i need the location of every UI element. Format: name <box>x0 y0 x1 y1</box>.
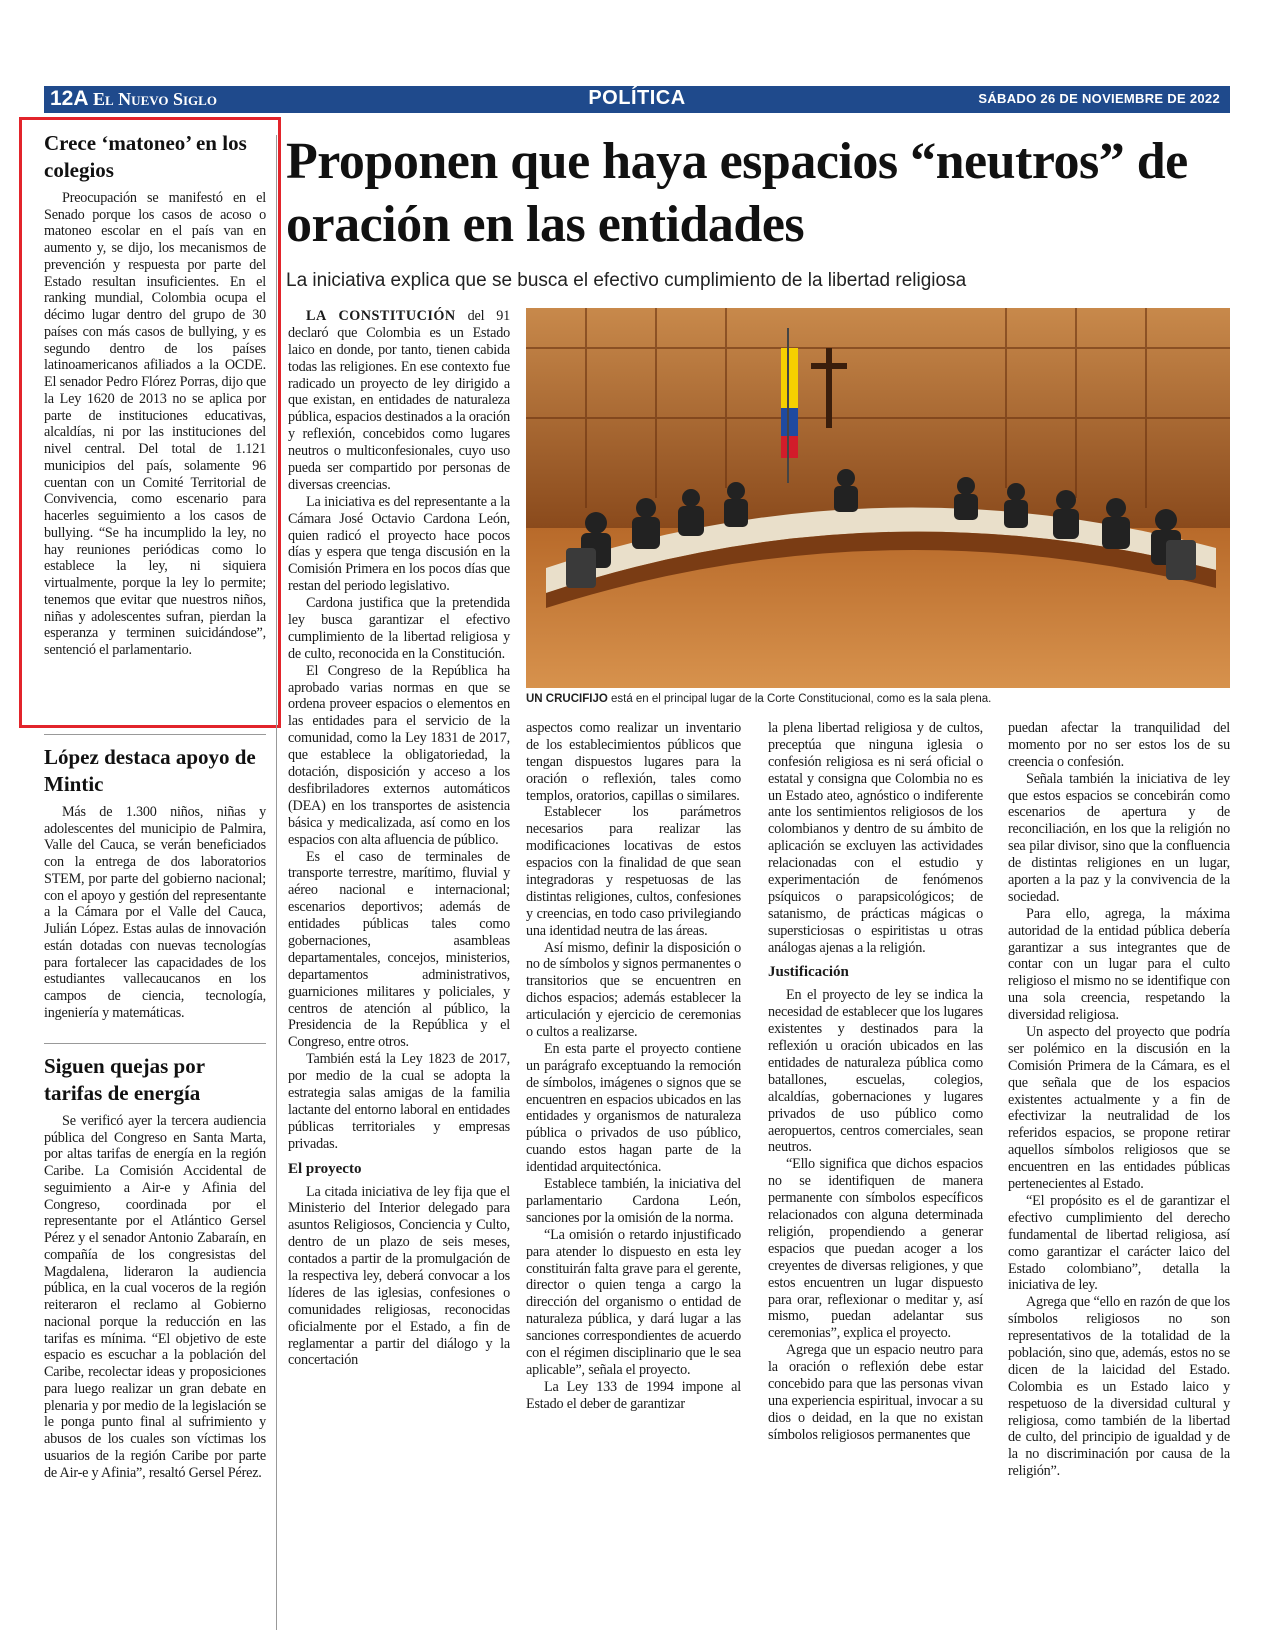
article-column-4 <box>1008 720 1230 1480</box>
page-number: 12A <box>50 87 89 110</box>
article-subhead: La iniciativa explica que se busca el efectivo cumplimiento de la libertad religiosa <box>286 270 967 291</box>
paragraph: Así mismo, definir la disposición o no de símbolos y signos permanentes o transitorios que se encuentren en dichos espacios; además establecer la articulación y ejercicio de ceremonias o cultos a realizarse. <box>526 939 741 1041</box>
paragraph: Establece también, la iniciativa del parlamentario Cardona León, sanciones por la omisión de la norma. <box>526 1176 741 1226</box>
paragraph: El Congreso de la República ha aprobado varias normas en que se ordena proveer espacios o elementos en las entidades para el servicio de la comunidad, como la Ley 1831 de 2017, que establece la obligatoriedad, la dotación, disposición y acceso a los desfibriladores externos automáticos (DEA) en los transportes de asistencia básica y medicalizada, así como en los espacios con alta afluencia de público. <box>288 662 510 848</box>
section-title: POLÍTICA <box>588 87 686 109</box>
article-headline: Proponen que haya espacios “neutros” de oración en las entidades <box>286 133 1188 254</box>
paragraph: También está la Ley 1823 de 2017, por medio de la cual se adopta la estrategia salas amigas de la familia lactante del entorno laboral en entidades públicas territoriales y empresas privadas. <box>288 1051 510 1152</box>
brief-mintic <box>44 744 266 1022</box>
divider <box>44 1043 266 1044</box>
paragraph: “El propósito es el de garantizar el efectivo cumplimiento del derecho fundamental de libertad religiosa, así como garantizar el carácter laico del Estado colombiano”, detalla la iniciativa de ley. <box>1008 1192 1230 1294</box>
paragraph: “La omisión o retardo injustificado para atender lo dispuesto en esta ley constituirán falta grave para el gerente, director o quien tenga a cargo la dirección del organismo o entidad de naturaleza pública, y dará lugar a las sanciones correspondientes de acuerdo con el régimen disciplinario que le sea aplicable”, señala el proyecto. <box>526 1226 741 1378</box>
page-header-bar <box>44 86 1230 113</box>
caption-lead: UN CRUCIFIJO <box>526 693 608 705</box>
paragraph: Agrega que “ello en razón de que los símbolos religiosos no son representativos de la totalidad de la población, sino que, además, estos no se dicen de la laicidad del Estado. Colombia es un Estado laico y respetuoso de la diversidad cultural y religiosa, como también de la libertad de culto, del principio de igualdad y de la no discriminación por causa de la religión”. <box>1008 1294 1230 1480</box>
paragraph: la plena libertad religiosa y de cultos, preceptúa que ninguna iglesia o confesión religiosa es ni será oficial o estatal y consigna que Colombia no es un Estado ateo, agnóstico o indiferente ante los sentimientos religiosos de los colombianos y dentro de su ámbito de aplicación se excluyen las actividades relacionadas con el estudio y experimentación de fenómenos psíquicos o parapsicológicos; de satanismo, de prácticas mágicas o supersticiosas o espiritistas u otras análogas ajenas a la religión. <box>768 720 983 956</box>
paragraph: Agrega que un espacio neutro para la oración o reflexión debe estar concebido para que las personas vivan una experiencia espiritual, invocar a su dios o deidad, en la que no existan símbolos religiosos permanentes que <box>768 1342 983 1443</box>
newspaper-name: El Nuevo Siglo <box>93 89 217 109</box>
brief-energy <box>44 1053 266 1481</box>
brief-title: Siguen quejas por tarifas de energía <box>44 1054 205 1105</box>
paragraph: Un aspecto del proyecto que podría ser polémico en la discusión en la Comisión Primera de la Cámara, es el que señala que de los espacios existentes actualmente y a fin de efectivizar la neutralidad de los referidos espacios, se propone retirar aquellos símbolos religiosos que se encuentren en las entidades públicas pertenecientes al Estado. <box>1008 1024 1230 1193</box>
article-column-1 <box>288 308 510 1369</box>
brief-text: Se verificó ayer la tercera audiencia pública del Congreso en Santa Marta, por altas tarifas de energía en la región Caribe. La Comisión Accidental de seguimiento a Air-e y Afinia del Congreso, coordinada por el representante por el Atlántico Gersel Pérez y el senador Antonio Zabaraín, en compañía de los congresistas del Magdalena, lideraron la audiencia pública, en la cual voceros de la región reiteraron el reclamo al Gobierno nacional porque la reducción en las tarifas es mínima. “El objetivo de este espacio es escuchar a la población del Caribe, recolectar ideas y proposiciones para luego realizar un gran debate en plenaria y por medio de la legislación se le ponga punto final al sufrimiento y abusos de los cuales son víctimas los usuarios de la región Caribe por parte de Air-e y Afinia”, resaltó Gersel Pérez. <box>44 1112 266 1481</box>
brief-title: Crece ‘matoneo’ en los colegios <box>44 131 247 182</box>
brief-text: Más de 1.300 niños, niñas y adolescentes del municipio de Palmira, Valle del Cauca, se verán beneficiados con la entrega de dos laboratorios STEM, por parte del gobierno nacional; con el apoyo y gestión del representante a la Cámara por el Valle del Cauca, Julián López. Estas aulas de innovación están dotadas con nuevas tecnologías para fortalecer las capacidades de los estudiantes vallecaucanos en los campos de ciencia, tecnología, ingeniería y matemáticas. <box>44 803 266 1021</box>
paragraph: La citada iniciativa de ley fija que el Ministerio del Interior delegado para asuntos Religiosos, Conciencia y Culto, dentro de un plazo de seis meses, contados a partir de la promulgación de la respectiva ley, deberá convocar a los líderes de las iglesias, confesiones o comunidades religiosas, reconocidas oficialmente por el Estado, a fin de reglamentar a partir del diálogo y la concertación <box>288 1183 510 1369</box>
paragraph: En esta parte el proyecto contiene un parágrafo exceptuando la remoción de símbolos, imágenes o signos que se encuentren en espacios ubicados en las entidades y organismos de naturaleza pública o privados de uso público, cuando estos hagan parte de la identidad arquitectónica. <box>526 1040 741 1176</box>
paragraph: Para ello, agrega, la máxima autoridad de la entidad pública debería garantizar a sus integrantes que de contar con un lugar para el culto religioso el mismo no se identifique con una sola creencia, respetando la diversidad religiosa. <box>1008 905 1230 1024</box>
article-column-2 <box>526 720 741 1413</box>
column-rule <box>276 135 277 1630</box>
brief-text: Preocupación se manifestó en el Senado porque los casos de acoso o matoneo escolar en el país van en aumento y, se dijo, los mecanismos de prevención y respuesta por parte del Estado resultan insuficientes. En el ranking mundial, Colombia ocupa el décimo lugar dentro del grupo de 30 países con más casos de bullying, y es segundo dentro de los países latinoamericanos afiliados a la OCDE. El senador Pedro Flórez Porras, dijo que la Ley 1620 de 2013 no se aplica por parte de instituciones educativas, alcaldías, ni por las instituciones del nivel central. Del total de 1.121 municipios del país, solamente 96 cuentan con un Comité Territorial de Convivencia, como escenario para hacerles seguimiento a los casos de bullying. “Se ha incumplido la ley, no hay reuniones periódicas como lo establece la ley, ni siquiera virtualmente, porque la ley lo permite; tenemos que evitar que nuestros niños, niñas y adolescentes sufran, pierdan la esperanza y terminen suicidándose”, sentenció el parlamentario. <box>44 189 266 658</box>
caption-text: está en el principal lugar de la Corte Constitucional, como es la sala plena. <box>607 693 992 705</box>
paragraph: Establecer los parámetros necesarios para realizar las modificaciones locativas de estos espacios con la finalidad de que sean integradoras y respetuosas de las distintas religiones, cultos, confesiones y creencias, en todo caso privilegiando una identidad neutra de las áreas. <box>526 804 741 939</box>
photo-caption <box>526 693 1230 705</box>
subheading: El proyecto <box>288 1160 362 1177</box>
article-photo <box>526 308 1230 688</box>
article-column-3 <box>768 720 983 1444</box>
lead-word: LA CONSTITUCIÓN <box>306 308 456 324</box>
paragraph: Señala también la iniciativa de ley que estos espacios se concebirán como escenarios de apertura y de reconciliación, en los que la religión no sea pilar divisor, sino que la confluencia de distintas religiones en un lugar, aporten a la paz y la convivencia de la sociedad. <box>1008 770 1230 905</box>
paragraph: del 91 declaró que Colombia es un Estado laico en donde, por tanto, tienen cabida todas las religiones. En ese contexto fue radicado un proyecto de ley dirigido a que existan, en entidades de naturaleza pública, espacios destinados a la oración y reflexión, concebidos como lugares neutros o multiconfesionales, cuyo uso pueda ser compartido por personas de diversas creencias. <box>288 308 510 493</box>
subheading: Justificación <box>768 964 849 981</box>
brief-title: López destaca apoyo de Mintic <box>44 745 256 796</box>
paragraph: “Ello significa que dichos espacios no se identifiquen de manera permanente con símbolos específicos relacionados con alguna determinada religión, propendiendo a generar espacios que puedan acoger a los creyentes de diversas religiones, y que estos encuentren un lugar dispuesto para orar, reflexionar o meditar y, así mismo, puedan adelantar sus ceremonias”, explica el proyecto. <box>768 1156 983 1342</box>
brief-bullying <box>44 130 266 659</box>
paragraph: Es el caso de terminales de transporte terrestre, marítimo, fluvial y aéreo nacional e internacional; escenarios deportivos; además de entidades públicas tales como gobernaciones, asambleas departamentales, concejos, ministerios, departamentos administrativos, guarniciones militares y policiales, y centros de atención al público, la Presidencia de la República y el Congreso, entre otros. <box>288 848 510 1051</box>
paragraph: La iniciativa es del representante a la Cámara José Octavio Cardona León, quien radicó el proyecto hace pocos días y espera que tenga discusión en la Comisión Primera en los pocos días que restan del periodo legislativo. <box>288 493 510 595</box>
edition-date: SÁBADO 26 DE NOVIEMBRE DE 2022 <box>978 91 1220 106</box>
paragraph: aspectos como realizar un inventario de los establecimientos públicos que tengan dispuestos lugares para la oración o reflexión, tales como templos, oratorios, capillas o similares. <box>526 720 741 804</box>
paragraph: En el proyecto de ley se indica la necesidad de establecer que los lugares existentes y destinados para la reflexión u oración ubicados en las entidades de naturaleza pública como batallones, escuelas, colegios, alcaldías, gobernaciones y lugares privados de uso público como aeropuertos, centros comerciales, sean neutros. <box>768 987 983 1156</box>
paragraph: Cardona justifica que la pretendida ley busca garantizar el efectivo cumplimiento de la libertad religiosa y de culto, reconocida en la Constitución. <box>288 595 510 662</box>
divider <box>44 734 266 735</box>
courtroom-photo-illustration <box>526 308 1230 688</box>
paragraph: La Ley 133 de 1994 impone al Estado el deber de garantizar <box>526 1378 741 1412</box>
paragraph: puedan afectar la tranquilidad del momento por no ser estos los de su creencia o confesión. <box>1008 720 1230 770</box>
